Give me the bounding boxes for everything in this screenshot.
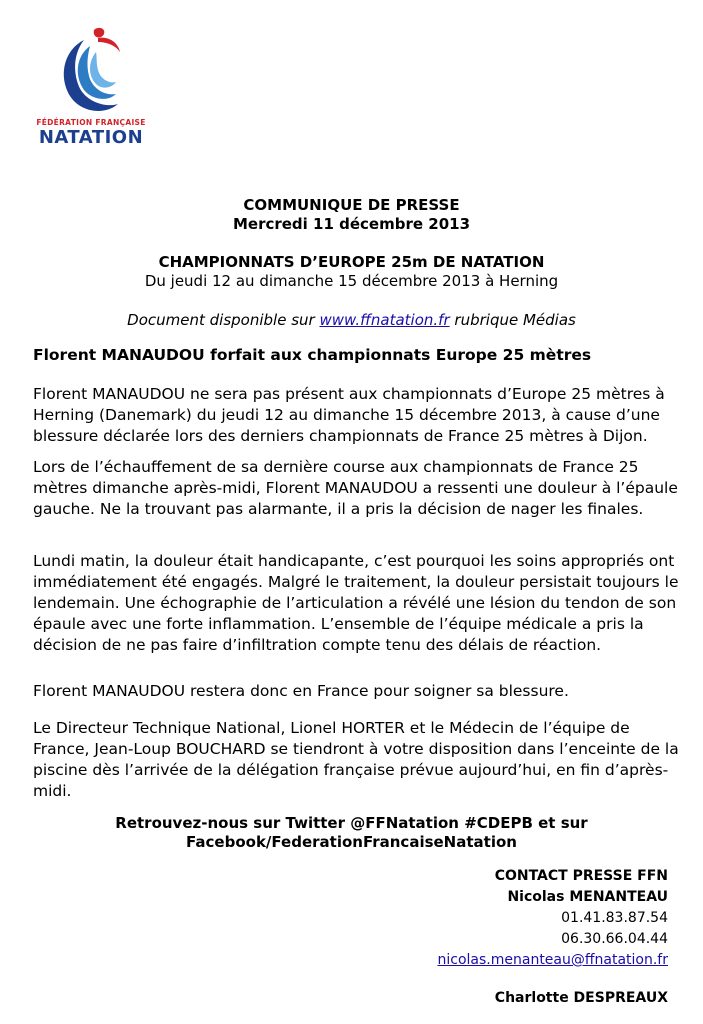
contact-email-link[interactable]: nicolas.menanteau@ffnatation.fr xyxy=(437,952,668,968)
availability-prefix: Document disponible sur xyxy=(127,311,320,329)
event-dates: Du jeudi 12 au dimanche 15 décembre 2013 à Herning xyxy=(144,272,559,290)
press-contact-block xyxy=(268,866,668,1009)
ffn-logo xyxy=(36,26,146,148)
federation-label: FÉDÉRATION FRANÇAISE xyxy=(36,118,146,127)
article-paragraph-5: Le Directeur Technique National, Lionel HORTER et le Médecin de l’équipe de France, Jean-Loup BOUCHARD se tiendront à votre disposition dans l’enceinte de la piscine dès l’arrivée de la délégation française prévue aujourd’hui, en fin d’après-midi. xyxy=(33,719,679,800)
article-paragraph-3: Lundi matin, la douleur était handicapante, c’est pourquoi les soins appropriés ont immédiatement été engagés. Malgré le traitement, la douleur persistait toujours le lendemain. Une échographie de l’articulation a révélé une lésion du tendon de son épaule avec une forte inflammation. L’ensemble de l’équipe médicale a pris la décision de ne pas faire d’infiltration compte tenu des délais de réaction. xyxy=(33,552,679,654)
contact-phone-1: 01.41.83.87.54 xyxy=(561,910,668,926)
social-line-2: Facebook/FederationFrancaiseNatation xyxy=(186,833,517,851)
article-headline: Florent MANAUDOU forfait aux championnats Europe 25 mètres xyxy=(33,346,592,364)
event-title: CHAMPIONNATS D’EUROPE 25m DE NATATION xyxy=(158,253,545,271)
contact-phone-2: 06.30.66.04.44 xyxy=(561,931,668,947)
social-line-1: Retrouvez-nous sur Twitter @FFNatation #CDEPB et sur xyxy=(115,814,588,832)
rooster-swim-logo-icon xyxy=(54,26,130,118)
ffnatation-link[interactable]: www.ffnatation.fr xyxy=(319,311,450,329)
article-paragraph-1: Florent MANAUDOU ne sera pas présent aux championnats d’Europe 25 mètres à Herning (Danemark) du jeudi 12 au dimanche 15 décembre 2013, à cause d’une blessure déclarée lors des derniers championnats de France 25 mètres à Dijon. xyxy=(33,385,665,445)
article-paragraph-2: Lors de l’échauffement de sa dernière course aux championnats de France 25 mètres dimanche après-midi, Florent MANAUDOU a ressenti une douleur à l’épaule gauche. Ne la trouvant pas alarmante, il a pris la décision de nager les finales. xyxy=(33,458,678,518)
contact-heading: CONTACT PRESSE FFN xyxy=(494,868,668,884)
natation-label: NATATION xyxy=(38,127,144,148)
availability-line xyxy=(0,311,703,329)
availability-suffix: rubrique Médias xyxy=(449,311,576,329)
contact-name-2: Charlotte DESPREAUX xyxy=(494,990,668,1006)
press-release-date: Mercredi 11 décembre 2013 xyxy=(232,215,471,233)
article-paragraph-4: Florent MANAUDOU restera donc en France pour soigner sa blessure. xyxy=(33,682,569,700)
contact-name-1: Nicolas MENANTEAU xyxy=(507,889,668,905)
press-release-title: COMMUNIQUE DE PRESSE xyxy=(243,196,460,214)
